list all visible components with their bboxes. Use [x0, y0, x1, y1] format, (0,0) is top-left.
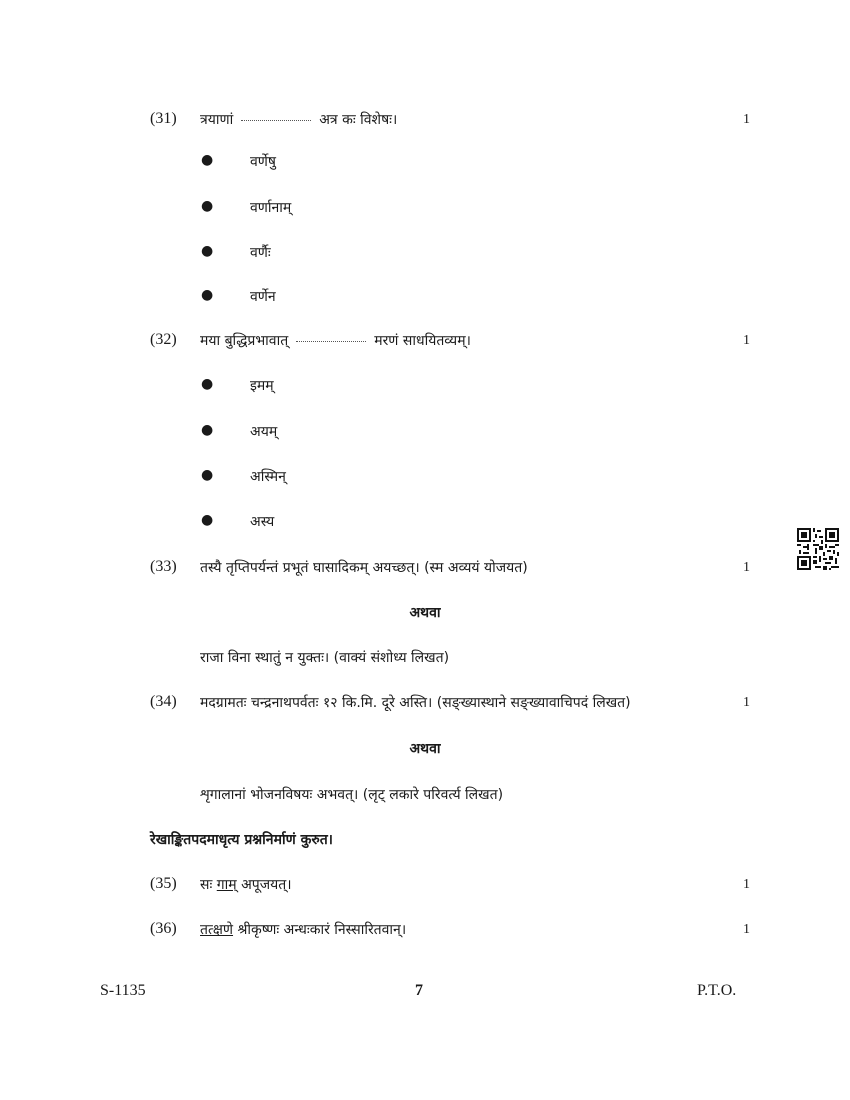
- question-text-part: मया बुद्धिप्रभावात्: [200, 333, 289, 349]
- question-text-part: श्रीकृष्णः अन्धःकारं निस्सारितवान्।: [237, 922, 407, 938]
- section-heading: रेखाङ्कितपदमाधृत्य प्रश्ननिर्माणं कुरुत।: [150, 832, 333, 848]
- option: अस्य: [250, 514, 275, 530]
- question-number: (34): [150, 693, 177, 710]
- marks: 1: [743, 112, 750, 127]
- option: वर्णानाम्: [250, 200, 292, 216]
- blank-line: [241, 120, 311, 121]
- question-text-part: त्रयाणां: [200, 112, 234, 128]
- or-label: अथवा: [409, 605, 441, 621]
- marks: 1: [743, 922, 750, 937]
- question-number: (36): [150, 920, 177, 937]
- option: अयम्: [250, 424, 278, 440]
- marks: 1: [743, 877, 750, 892]
- or-label: अथवा: [409, 741, 441, 757]
- option: वर्णेषु: [250, 154, 276, 170]
- paper-code: S-1135: [100, 982, 146, 999]
- question-text-part: मरणं साधयितव्यम्।: [374, 333, 471, 349]
- bullet-icon: ●: [201, 512, 214, 528]
- question-number: (31): [150, 110, 177, 127]
- question-text-part: अपूजयत्।: [241, 877, 292, 893]
- option: वर्णेन: [250, 289, 276, 305]
- question-number: (33): [150, 558, 177, 575]
- bullet-icon: ●: [201, 287, 214, 303]
- marks: 1: [743, 333, 750, 348]
- question-text-part: सः: [200, 877, 213, 893]
- underlined-word: गाम्: [216, 877, 237, 893]
- blank-line: [296, 341, 366, 342]
- marks: 1: [743, 560, 750, 575]
- pto-label: P.T.O.: [697, 982, 737, 999]
- question-text-part: अत्र कः विशेषः।: [319, 112, 398, 128]
- question-text: मदग्रामतः चन्द्रनाथपर्वतः १२ कि.मि. दूरे अस्ति। (सङ्ख्यास्थाने सङ्ख्यावाचिपदं लिखत): [200, 695, 631, 711]
- option: वर्णैः: [250, 245, 271, 261]
- question-number: (35): [150, 875, 177, 892]
- page-number: 7: [415, 982, 423, 999]
- marks: 1: [743, 695, 750, 710]
- option: इमम्: [250, 378, 274, 394]
- underlined-word: तत्क्षणे: [200, 922, 234, 938]
- qr-code-icon: [797, 528, 839, 570]
- bullet-icon: ●: [201, 467, 214, 483]
- bullet-icon: ●: [201, 243, 214, 259]
- option: अस्मिन्: [250, 469, 286, 485]
- bullet-icon: ●: [201, 376, 214, 392]
- bullet-icon: ●: [201, 422, 214, 438]
- question-text: [200, 110, 397, 129]
- bullet-icon: ●: [201, 152, 214, 168]
- question-text: तस्यै तृप्तिपर्यन्तं प्रभूतं घासादिकम् अयच्छत्। (स्म अव्ययं योजयत): [200, 560, 528, 576]
- alternate-question-text: राजा विना स्थातुं न युक्तः। (वाक्यं संशोध्य लिखत): [200, 650, 450, 666]
- question-text: [200, 920, 406, 939]
- bullet-icon: ●: [201, 198, 214, 214]
- question-number: (32): [150, 331, 177, 348]
- question-text: [200, 875, 292, 894]
- alternate-question-text: शृगालानां भोजनविषयः अभवत्। (लृट् लकारे परिवर्त्य लिखत): [200, 787, 504, 803]
- question-text: [200, 331, 471, 350]
